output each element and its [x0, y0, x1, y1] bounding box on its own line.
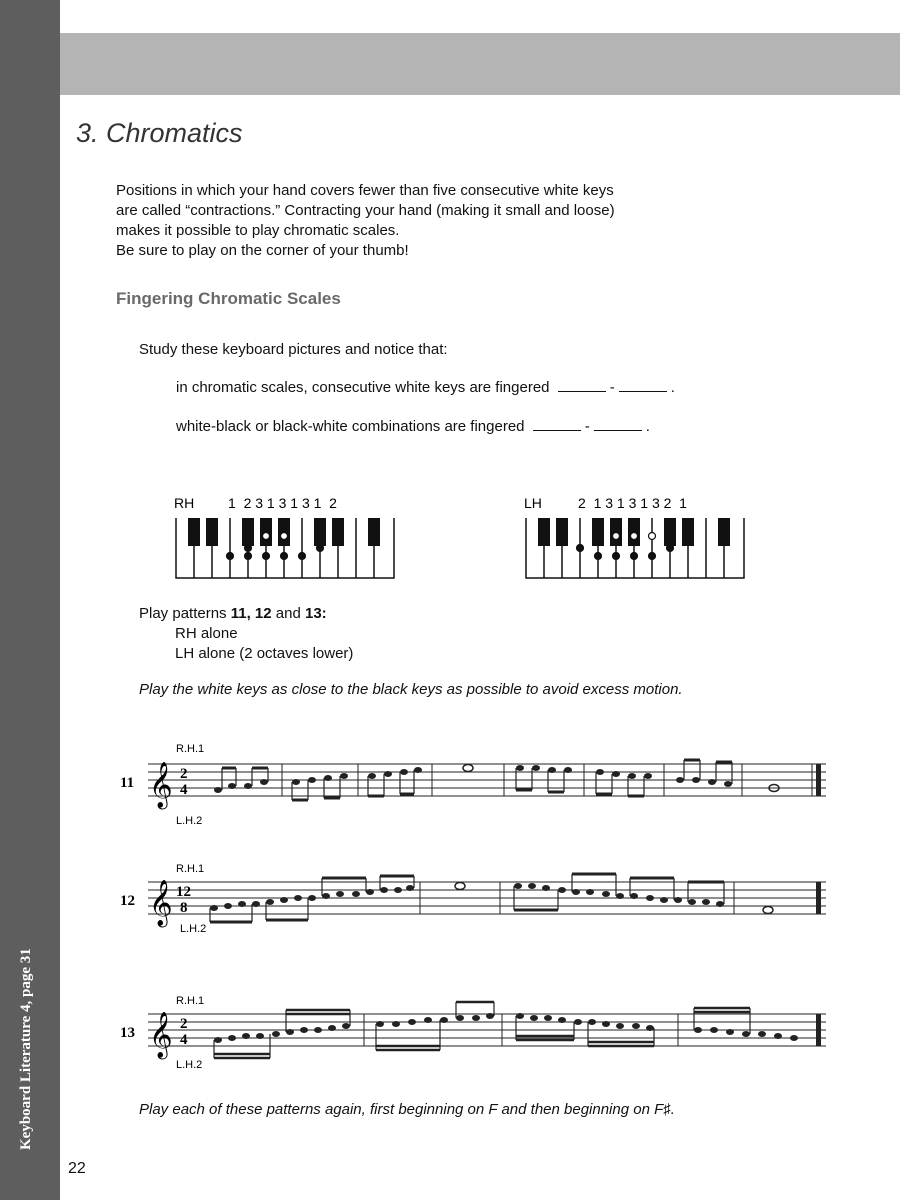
black-key: [332, 518, 344, 546]
finger-dot: [263, 553, 270, 560]
finger-dot: [245, 545, 252, 552]
final-barline: [816, 882, 821, 914]
intro-line: makes it possible to play chromatic scales.: [116, 222, 400, 239]
finger-dot: [263, 533, 270, 540]
play-instructions: [139, 604, 353, 664]
black-key: [314, 518, 326, 546]
pattern-11-staff: [118, 740, 838, 850]
rule-end: .: [645, 418, 650, 435]
lh-hand-label: LH: [524, 495, 542, 511]
intro-line: Be sure to play on the corner of your thumb!: [116, 242, 409, 259]
black-key: [538, 518, 550, 546]
page-number: 22: [68, 1160, 86, 1177]
answer-blank: [533, 430, 581, 431]
sidebar: [0, 0, 60, 1200]
black-key: [242, 518, 254, 546]
rh-finger-label: R.H.1: [176, 743, 205, 755]
rule-white-keys: [176, 379, 675, 396]
treble-clef-icon: 𝄞: [149, 762, 173, 808]
rh-keyboard-diagram: [170, 490, 410, 585]
finger-dot: [667, 545, 674, 552]
pattern-ref: 13:: [304, 605, 327, 622]
lh-keyboard-diagram: [520, 490, 760, 585]
play-and: and: [271, 605, 305, 622]
pattern-number: 12: [120, 893, 135, 909]
finger-dot: [245, 553, 252, 560]
rule-text: white-black or black-white combinations are fingered: [176, 418, 525, 435]
finger-dot: [317, 545, 324, 552]
final-barline: [816, 1014, 821, 1046]
pattern-number: 13: [120, 1025, 135, 1041]
study-lead: Study these keyboard pictures and notice that:: [139, 341, 448, 358]
finger-dot: [281, 533, 288, 540]
black-key: [206, 518, 218, 546]
sidebar-label: Keyboard Literature 4, page 31: [18, 948, 34, 1150]
subheading: Fingering Chromatic Scales: [116, 289, 341, 308]
treble-clef-icon: 𝄞: [149, 880, 173, 926]
header-band: [0, 33, 900, 95]
black-key: [664, 518, 676, 546]
note-excess-motion: Play the white keys as close to the black keys as possible to avoid excess motion.: [139, 681, 683, 698]
finger-dot: [595, 553, 602, 560]
finger-dot: [299, 553, 306, 560]
answer-blank: [558, 391, 606, 392]
lh-finger-label: L.H.2: [176, 1059, 203, 1071]
lh-fingering: 2 1 3 1 3 1 3 2 1: [578, 495, 687, 511]
play-lead: Play patterns: [139, 605, 231, 622]
rule-sep: -: [609, 379, 615, 396]
note-repeat-patterns: Play each of these patterns again, first beginning on F and then beginning on F♯.: [139, 1101, 675, 1118]
time-signature-bottom: 4: [180, 1032, 188, 1048]
rh-finger-label: R.H.1: [176, 995, 205, 1007]
time-signature-top: 2: [180, 1016, 188, 1032]
answer-blank: [619, 391, 667, 392]
black-key: [368, 518, 380, 546]
finger-dot: [631, 533, 638, 540]
lh-finger-label: L.H.2: [176, 815, 203, 827]
finger-dot: [227, 553, 234, 560]
section-title: 3. Chromatics: [76, 118, 243, 148]
staff-lines: [148, 1014, 826, 1046]
pattern-12-staff: [118, 860, 838, 970]
finger-dot: [613, 553, 620, 560]
finger-dot: [649, 553, 656, 560]
rh-fingering: 1 2 3 1 3 1 3 1 2: [228, 495, 337, 511]
lh-finger-label: L.H.2: [180, 923, 207, 935]
pattern-ref: 12: [254, 605, 272, 622]
rule-sep: -: [584, 418, 590, 435]
rule-white-black: [176, 418, 650, 435]
rule-text: in chromatic scales, consecutive white keys are fingered: [176, 379, 550, 396]
rh-hand-label: RH: [174, 495, 195, 511]
staff-lines: [148, 764, 826, 796]
time-signature-bottom: 8: [180, 900, 188, 916]
play-rh: RH alone: [175, 625, 238, 642]
answer-blank: [594, 430, 642, 431]
pattern-number: 11: [120, 775, 135, 791]
finger-dot: [613, 533, 620, 540]
finger-dot: [649, 533, 656, 540]
black-key: [188, 518, 200, 546]
intro-paragraph: [116, 181, 756, 261]
notes: [214, 765, 779, 794]
time-signature-top: 2: [180, 766, 188, 782]
finger-dot: [631, 553, 638, 560]
finger-dot: [281, 553, 288, 560]
black-key: [718, 518, 730, 546]
black-key: [592, 518, 604, 546]
time-signature-bottom: 4: [180, 782, 188, 798]
final-barline: [816, 764, 821, 796]
rh-finger-label: R.H.1: [176, 863, 205, 875]
treble-clef-icon: 𝄞: [149, 1012, 173, 1058]
pattern-13-staff: [118, 990, 838, 1100]
intro-line: are called “contractions.” Contracting your hand (making it small and loose): [116, 202, 615, 219]
black-key: [556, 518, 568, 546]
time-signature-top: 12: [176, 884, 191, 900]
black-key: [682, 518, 694, 546]
pattern-ref: 11,: [230, 605, 251, 622]
finger-dot: [577, 545, 584, 552]
rule-end: .: [670, 379, 675, 396]
intro-line: Positions in which your hand covers fewer than five consecutive white keys: [116, 182, 614, 199]
play-lh: LH alone (2 octaves lower): [175, 645, 354, 662]
